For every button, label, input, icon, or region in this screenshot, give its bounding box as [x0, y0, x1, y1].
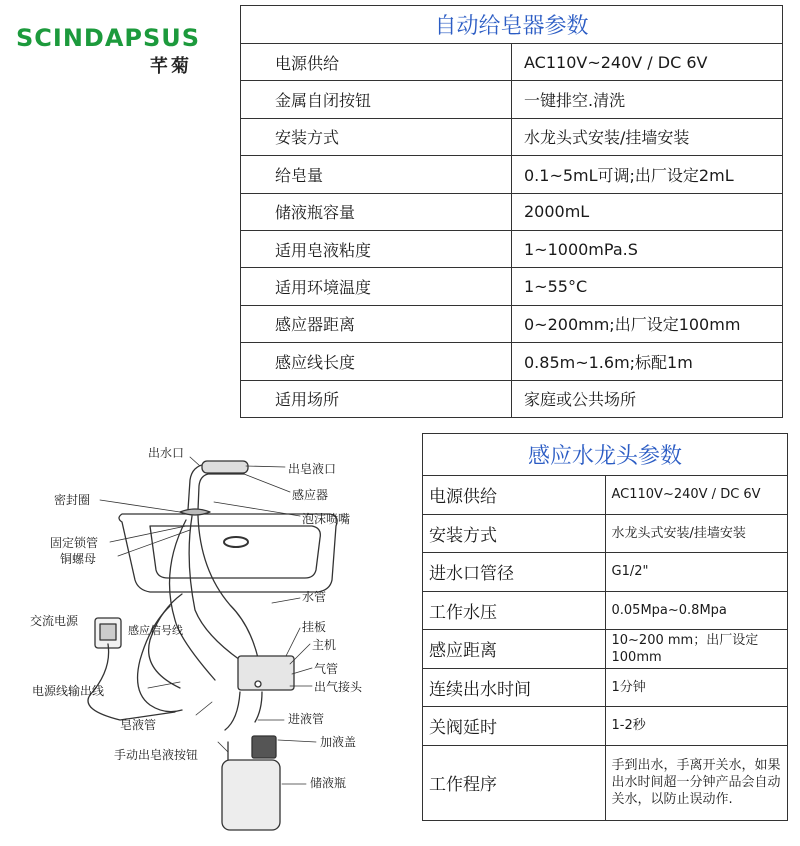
table-row — [423, 553, 788, 592]
installation-drawing — [0, 430, 420, 842]
spec-value: 1~1000mPa.S — [512, 230, 783, 267]
spec-key: 感应线长度 — [241, 343, 512, 380]
spec-value: 手到出水，手离开关水，如果出水时间超一分钟产品会自动关水，以防止误动作. — [605, 745, 788, 820]
spec-key: 电源供给 — [423, 476, 606, 515]
spec-value: 水龙头式安装/挂墙安装 — [605, 514, 788, 553]
table-row — [241, 380, 783, 417]
spec-value: AC110V~240V / DC 6V — [605, 476, 788, 515]
table-row — [241, 118, 783, 155]
label-foam-nozzle: 泡沫喷嘴 — [302, 512, 351, 526]
label-water-pipe: 水管 — [302, 590, 327, 604]
spec-key: 进水口管径 — [423, 553, 606, 592]
spec-value: G1/2" — [605, 553, 788, 592]
label-copper-nut: 铜螺母 — [60, 552, 97, 566]
brand-name-cn: 芊菊 — [150, 56, 192, 77]
soap-dispenser-spec-table — [240, 5, 783, 418]
soap-table-title: 自动给皂器参数 — [241, 6, 783, 44]
table-row — [423, 630, 788, 669]
spec-value: 1分钟 — [605, 668, 788, 707]
spec-value: 一键排空.清洗 — [512, 81, 783, 118]
table-row — [423, 745, 788, 820]
faucet-table-title: 感应水龙头参数 — [423, 434, 788, 476]
table-row — [423, 591, 788, 630]
spec-key: 适用场所 — [241, 380, 512, 417]
faucet-spec-table — [422, 433, 788, 821]
label-power-out: 电源线输出线 — [32, 684, 105, 698]
bottle-icon — [222, 760, 280, 830]
drain-icon — [224, 537, 248, 547]
main-unit-icon — [238, 656, 294, 690]
label-air-tube: 气管 — [314, 662, 339, 676]
table-row — [423, 668, 788, 707]
spec-value: 1-2秒 — [605, 707, 788, 746]
table-row — [423, 707, 788, 746]
spec-key: 适用环境温度 — [241, 268, 512, 305]
label-sensor: 感应器 — [292, 488, 329, 502]
spec-value: 0.1~5mL可调;出厂设定2mL — [512, 156, 783, 193]
spec-key: 电源供给 — [241, 44, 512, 81]
label-air-connector: 出气接头 — [314, 680, 363, 694]
label-bottle: 储液瓶 — [310, 776, 347, 790]
spec-value: 10~200 mm；出厂设定100mm — [605, 630, 788, 669]
label-inlet-tube: 进液管 — [288, 712, 325, 726]
label-soap-tube: 皂液管 — [120, 718, 157, 732]
installation-diagram — [0, 430, 420, 842]
table-row — [423, 514, 788, 553]
spec-key: 安装方式 — [241, 118, 512, 155]
label-seal-ring: 密封圈 — [54, 493, 91, 507]
spec-key: 连续出水时间 — [423, 668, 606, 707]
table-row — [241, 230, 783, 267]
label-ac-power: 交流电源 — [30, 614, 79, 628]
spec-key: 安装方式 — [423, 514, 606, 553]
brand-name-en: SCINDAPSUS — [16, 24, 201, 52]
table-row — [241, 268, 783, 305]
spec-value: 0.85m~1.6m;标配1m — [512, 343, 783, 380]
spec-key: 工作程序 — [423, 745, 606, 820]
label-soap-outlet: 出皂液口 — [288, 462, 337, 476]
spec-key: 感应器距离 — [241, 305, 512, 342]
label-lock-tube: 固定锁管 — [50, 536, 99, 550]
brand-logo — [16, 24, 216, 77]
label-manual-button: 手动出皂液按钮 — [114, 748, 199, 762]
label-refill-cap: 加液盖 — [320, 735, 357, 749]
table-row — [241, 156, 783, 193]
table-row — [241, 305, 783, 342]
label-main-unit: 主机 — [312, 638, 337, 652]
label-outlet: 出水口 — [148, 446, 185, 460]
spec-value: 0~200mm;出厂设定100mm — [512, 305, 783, 342]
spec-value: 1~55°C — [512, 268, 783, 305]
spec-value: 家庭或公共场所 — [512, 380, 783, 417]
spec-value: 2000mL — [512, 193, 783, 230]
table-row — [241, 81, 783, 118]
label-sensor-wire: 感应信号线 — [128, 624, 183, 637]
spec-key: 工作水压 — [423, 591, 606, 630]
spec-key: 金属自闭按钮 — [241, 81, 512, 118]
spec-key: 储液瓶容量 — [241, 193, 512, 230]
spec-value: 水龙头式安装/挂墙安装 — [512, 118, 783, 155]
label-hang-plate: 挂板 — [302, 620, 327, 634]
table-row — [241, 343, 783, 380]
spec-value: AC110V~240V / DC 6V — [512, 44, 783, 81]
table-row — [423, 476, 788, 515]
spec-key: 关阀延时 — [423, 707, 606, 746]
table-row — [241, 193, 783, 230]
spec-value: 0.05Mpa~0.8Mpa — [605, 591, 788, 630]
spec-key: 适用皂液粘度 — [241, 230, 512, 267]
spec-key: 感应距离 — [423, 630, 606, 669]
table-row — [241, 44, 783, 81]
spec-key: 给皂量 — [241, 156, 512, 193]
